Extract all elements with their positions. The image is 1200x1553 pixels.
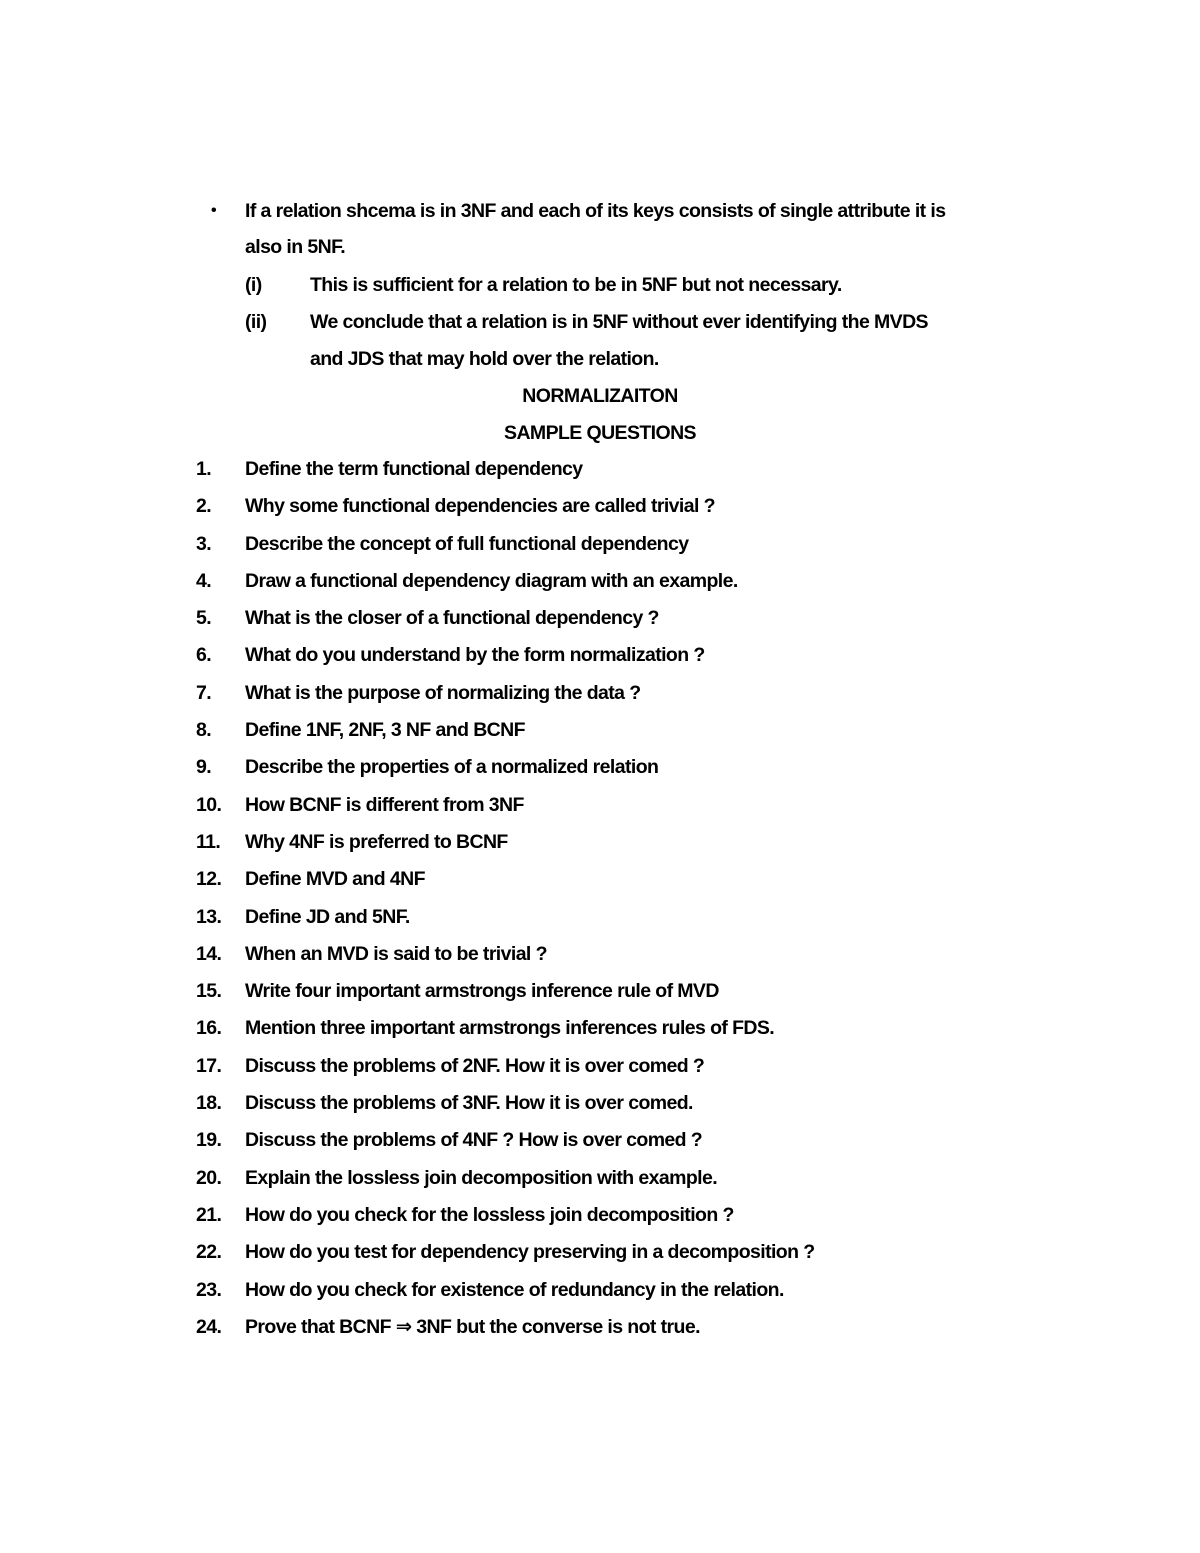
question-text: What is the purpose of normalizing the data ? <box>245 681 641 704</box>
question-text: Write four important armstrongs inference rule of MVD <box>245 980 719 1003</box>
point-ii-text-line-2: and JDS that may hold over the relation. <box>310 348 659 370</box>
question-item <box>0 1016 1200 1053</box>
question-text: Describe the properties of a normalized relation <box>245 756 659 779</box>
question-item <box>0 905 1200 942</box>
question-number: 24. <box>196 1315 222 1338</box>
question-number: 2. <box>196 495 212 518</box>
question-text: How do you check for existence of redundancy in the relation. <box>245 1278 784 1301</box>
question-item <box>0 830 1200 867</box>
question-text: Define JD and 5NF. <box>245 905 410 928</box>
question-number: 17. <box>196 1054 222 1077</box>
question-item <box>0 979 1200 1016</box>
question-text: What is the closer of a functional dependency ? <box>245 607 659 630</box>
question-number: 22. <box>196 1241 222 1264</box>
question-item <box>0 793 1200 830</box>
question-item <box>0 1240 1200 1277</box>
question-item <box>0 681 1200 718</box>
question-text: How do you check for the lossless join decomposition ? <box>245 1203 734 1226</box>
question-number: 21. <box>196 1203 222 1226</box>
question-text: When an MVD is said to be trivial ? <box>245 942 547 965</box>
question-number: 13. <box>196 905 222 928</box>
question-number: 1. <box>196 458 212 480</box>
question-item <box>0 1128 1200 1165</box>
question-number: 10. <box>196 793 222 816</box>
section-subheading: SAMPLE QUESTIONS <box>504 422 696 444</box>
question-text: Why 4NF is preferred to BCNF <box>245 830 508 853</box>
point-i-marker: (i) <box>245 274 262 296</box>
question-text: Define 1NF, 2NF, 3 NF and BCNF <box>245 719 525 742</box>
question-item <box>0 494 1200 531</box>
question-number: 14. <box>196 942 222 965</box>
questions-list <box>0 457 1200 1352</box>
question-text: Draw a functional dependency diagram with an example. <box>245 569 738 592</box>
question-text: Discuss the problems of 4NF ? How is over comed ? <box>245 1129 703 1152</box>
question-text: Define the term functional dependency <box>245 458 583 480</box>
question-text: Describe the concept of full functional dependency <box>245 532 689 555</box>
question-number: 23. <box>196 1278 222 1301</box>
question-item <box>0 606 1200 643</box>
section-heading: NORMALIZAITON <box>522 385 678 407</box>
question-number: 19. <box>196 1129 222 1152</box>
question-text: Define MVD and 4NF <box>245 868 425 891</box>
question-number: 18. <box>196 1092 222 1115</box>
question-text: Prove that BCNF ⇒ 3NF but the converse is not true. <box>245 1315 700 1338</box>
intro-text-line-1: If a relation shcema is in 3NF and each of its keys consists of single attribute it is <box>245 200 946 222</box>
question-number: 11. <box>196 830 221 853</box>
point-ii-text-line-1: We conclude that a relation is in 5NF without ever identifying the MVDS <box>310 311 928 333</box>
question-item <box>0 569 1200 606</box>
question-text: Why some functional dependencies are called trivial ? <box>245 495 715 518</box>
question-number: 6. <box>196 644 212 667</box>
question-item <box>0 532 1200 569</box>
question-item <box>0 1315 1200 1352</box>
bullet-dot: • <box>211 202 217 219</box>
question-number: 12. <box>196 868 222 891</box>
question-item <box>0 755 1200 792</box>
question-text: What do you understand by the form normalization ? <box>245 644 705 667</box>
question-text: Mention three important armstrongs inferences rules of FDS. <box>245 1017 775 1040</box>
question-text: Explain the lossless join decomposition with example. <box>245 1166 718 1189</box>
question-item <box>0 1278 1200 1315</box>
question-item <box>0 1054 1200 1091</box>
question-number: 8. <box>196 719 212 742</box>
point-i-text: This is sufficient for a relation to be in 5NF but not necessary. <box>310 274 842 296</box>
question-number: 16. <box>196 1017 222 1040</box>
question-item <box>0 643 1200 680</box>
question-item <box>0 718 1200 755</box>
question-item <box>0 457 1200 494</box>
question-text: How do you test for dependency preserving in a decomposition ? <box>245 1241 815 1264</box>
question-number: 20. <box>196 1166 222 1189</box>
question-text: Discuss the problems of 2NF. How it is over comed ? <box>245 1054 705 1077</box>
point-ii-marker: (ii) <box>245 311 267 333</box>
question-number: 15. <box>196 980 222 1003</box>
question-number: 7. <box>196 681 212 704</box>
intro-text-line-2: also in 5NF. <box>245 236 346 258</box>
question-number: 9. <box>196 756 212 779</box>
question-item <box>0 942 1200 979</box>
question-item <box>0 867 1200 904</box>
question-number: 3. <box>196 532 212 555</box>
question-number: 4. <box>196 569 212 592</box>
question-item <box>0 1091 1200 1128</box>
question-number: 5. <box>196 607 212 630</box>
question-item <box>0 1166 1200 1203</box>
question-text: Discuss the problems of 3NF. How it is over comed. <box>245 1092 693 1115</box>
question-text: How BCNF is different from 3NF <box>245 793 524 816</box>
question-item <box>0 1203 1200 1240</box>
